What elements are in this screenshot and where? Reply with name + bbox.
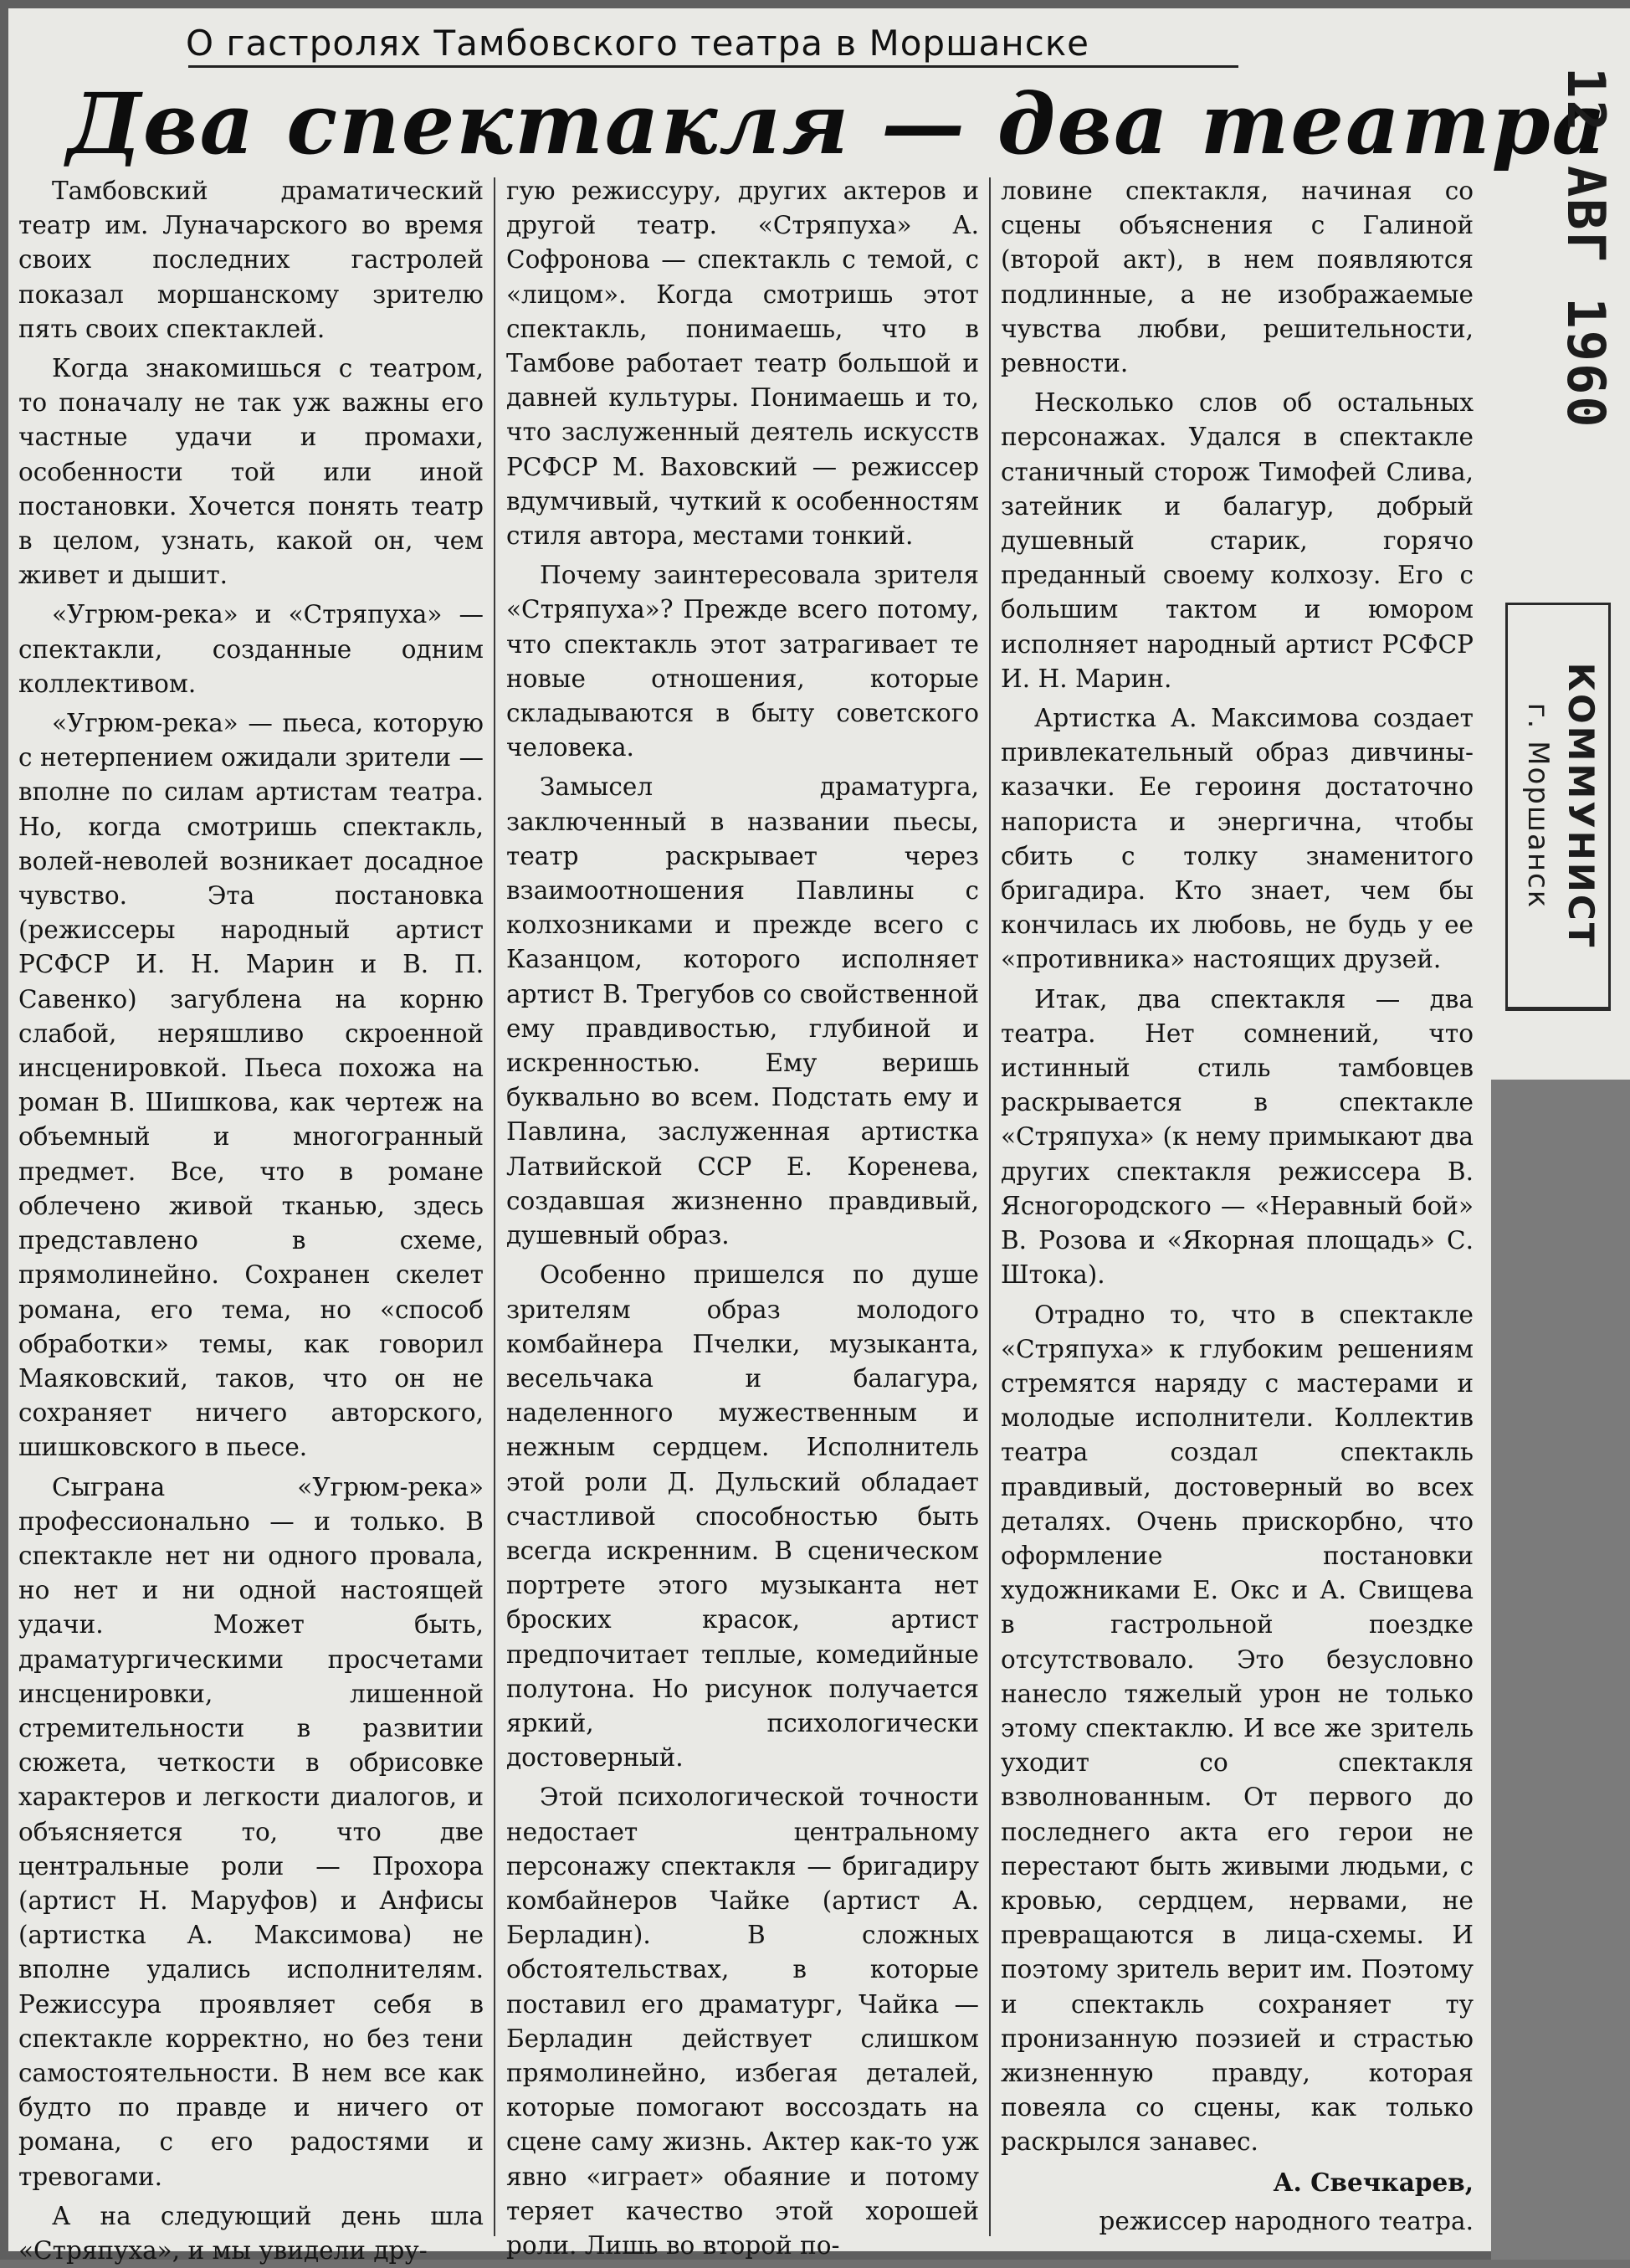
- kicker-line: О гастролях Тамбовского театра в Моршанске: [186, 23, 1090, 64]
- paragraph: Замысел драматурга, заключенный в названии пьесы, театр раскрывает через взаимоотношения Павлины с колхозниками и прежде всего с Казанцом, которого исполняет артист В. Трегубов со свойственной ему правдивостью, глубиной и искренностью. Ему веришь буквально во всем. Подстать ему и Павлина, заслуженная артистка Латвийской ССР Е. Коренева, создавшая жизненно правдивый, душевный образ.: [506, 772, 979, 1250]
- paragraph: Итак, два спектакля — два театра. Нет сомнений, что истинный стиль тамбовцев раскрывается в спектакле «Стряпуха» (к нему примыкают два других спектакля режиссера В. Ясногородского — «Неравный бой» В. Розова и «Якорная площадь» С. Штока).: [1001, 984, 1474, 1290]
- scan-margin: [1491, 1080, 1630, 2260]
- article-column-1: [18, 174, 484, 2265]
- paragraph: Сыграна «Угрюм-река» профессионально — и только. В спектакле нет ни одного провала, но нет и ни одной настоящей удачи. Может быть, драматургическими просчетами инсценировки, лишенной стремительности в развитии сюжета, четкости в обрисовке характеров и легкости диалогов, и объясняется то, что две центральные роли — Прохора (артист Н. Маруфов) и Анфисы (артистка А. Максимова) не вполне удались исполнителям. Режиссура проявляет себя в спектакле корректно, но без тени самостоятельности. В нем все как будто по правде и ничего от романа, с его радостями и тревогами.: [18, 1472, 484, 2191]
- author-title: режиссер народного театра.: [1099, 2206, 1474, 2235]
- source-stamp: [1505, 603, 1611, 1011]
- paragraph: гую режиссуру, других актеров и другой театр. «Стряпуха» А. Софронова — спектакль с темой, с «лицом». Когда смотришь этот спектакль, понимаешь, что в Тамбове работает театр большой и давней культуры. Понимаешь и то, что заслуженный деятель искусств РСФСР М. Ваховский — режиссер вдумчивый, чуткий к особенностям стиля автора, местами тонкий.: [506, 177, 979, 551]
- paragraph: А на следующий день шла «Стряпуха», и мы увидели дру-: [18, 2201, 484, 2265]
- column-divider: [989, 177, 991, 2236]
- author-signature: А. Свечкарев,: [1273, 2167, 1474, 2197]
- paragraph: ловине спектакля, начиная со сцены объяснения с Галиной (второй акт), в нем появляются подлинные, а не изображаемые чувства любви, решительности, ревности.: [1001, 177, 1474, 378]
- paragraph: Особенно пришелся по душе зрителям образ молодого комбайнера Пчелки, музыканта, весельчака и балагура, наделенного мужественным и нежным сердцем. Исполнитель этой роли Д. Дульский обладает счастливой способностью быть всегда искренним. В сценическом портрете этого музыканта нет броских красок, артист предпочитает теплые, комедийные полутона. Но рисунок получается яркий, психологически достоверный.: [506, 1260, 979, 1773]
- paragraph: Когда знакомишься с театром, то поначалу не так уж важны его частные удачи и промахи, особенности той или иной постановки. Хочется понять театр в целом, узнать, какой он, чем живет и дышит.: [18, 354, 484, 590]
- paragraph: Этой психологической точности недостает центральному персонажу спектакля — бригадиру комбайнеров Чайке (артист А. Берладин). В сложных обстоятельствах, в которые поставил его драматург, Чайка — Берладин действует слишком прямолинейно, избегая деталей, которые помогают воссоздать на сцене саму жизнь. Актер как-то уж явно «играет» обаяние и потому теряет качество этой хорошей роли. Лишь во второй по-: [506, 1783, 979, 2260]
- paragraph: Тамбовский драматический театр им. Луначарского во время своих последних гастролей показал моршанскому зрителю пять своих спектаклей.: [18, 177, 484, 343]
- paragraph: Несколько слов об остальных персонажах. Удался в спектакле станичный сторож Тимофей Слива, затейник и балагур, добрый душевный старик, горячо преданный своему колхозу. Его с большим тактом и юмором исполняет народный артист РСФСР И. Н. Марин.: [1001, 388, 1474, 693]
- article-headline: Два спектакля — два театра: [67, 74, 1608, 173]
- kicker-underline: [188, 65, 1238, 68]
- paragraph: Отрадно то, что в спектакле «Стряпуха» к глубоким решениям стремятся наряду с мастерами и молодые исполнители. Коллектив театра создал спектакль правдивый, достоверный во всех деталях. Очень прискорбно, что оформление постановки художниками Е. Окс и А. Свищева в гастрольной поездке отсутствовало. Это безусловно нанесло тяжелый урон не только этому спектаклю. И все же зритель уходит со спектакля взволнованным. От первого до последнего акта его герои не перестают быть живыми людьми, с кровью, сердцем, нервами, не превращаются в лица-схемы. И поэтому зритель верит им. Поэтому и спектакль сохраняет ту пронизанную поэзией и страстью жизненную правду, которая повеяла со сцены, как только раскрылся занавес.: [1001, 1300, 1474, 2157]
- paragraph: «Угрюм-река» — пьеса, которую с нетерпением ожидали зрители — вполне по силам артистам театра. Но, когда смотришь спектакль, волей-неволей возникает досадное чувство. Эта постановка (режиссеры народный артист РСФСР И. Н. Марин и В. П. Савенко) загублена на корню слабой, неряшливо скроенной инсценировкой. Пьеса похожа на роман В. Шишкова, как чертеж на объемный и многогранный предмет. Все, что в романе облечено живой тканью, здесь представлено в схеме, прямолинейно. Сохранен скелет романа, его тема, но «способ обработки» темы, как говорил Маяковский, таков, что он не сохраняет ничего авторского, шишковского в пьесе.: [18, 709, 484, 1462]
- source-city: г. Моршанск: [1521, 702, 1555, 910]
- article-column-2: [506, 174, 979, 2260]
- source-name: КОММУНИСТ: [1561, 662, 1602, 950]
- paragraph: Артистка А. Максимова создает привлекательный образ дивчины-казачки. Ее героиня достаточно напориста и энергична, чтобы сбить с толку знаменитого бригадира. Кто знает, чем бы кончилась их любовь, не будь у ее «противника» настоящих друзей.: [1001, 704, 1474, 974]
- paragraph: «Угрюм-река» и «Стряпуха» — спектакли, созданные одним коллективом.: [18, 600, 484, 698]
- column-divider: [494, 177, 495, 2236]
- date-stamp: 12 АВГ 1960: [1556, 67, 1617, 429]
- article-column-3: [1001, 174, 1474, 2250]
- paragraph: Почему заинтересовала зрителя «Стряпуха»? Прежде всего потому, что спектакль этот затрагивает те новые отношения, которые складываются в быту советского человека.: [506, 561, 979, 762]
